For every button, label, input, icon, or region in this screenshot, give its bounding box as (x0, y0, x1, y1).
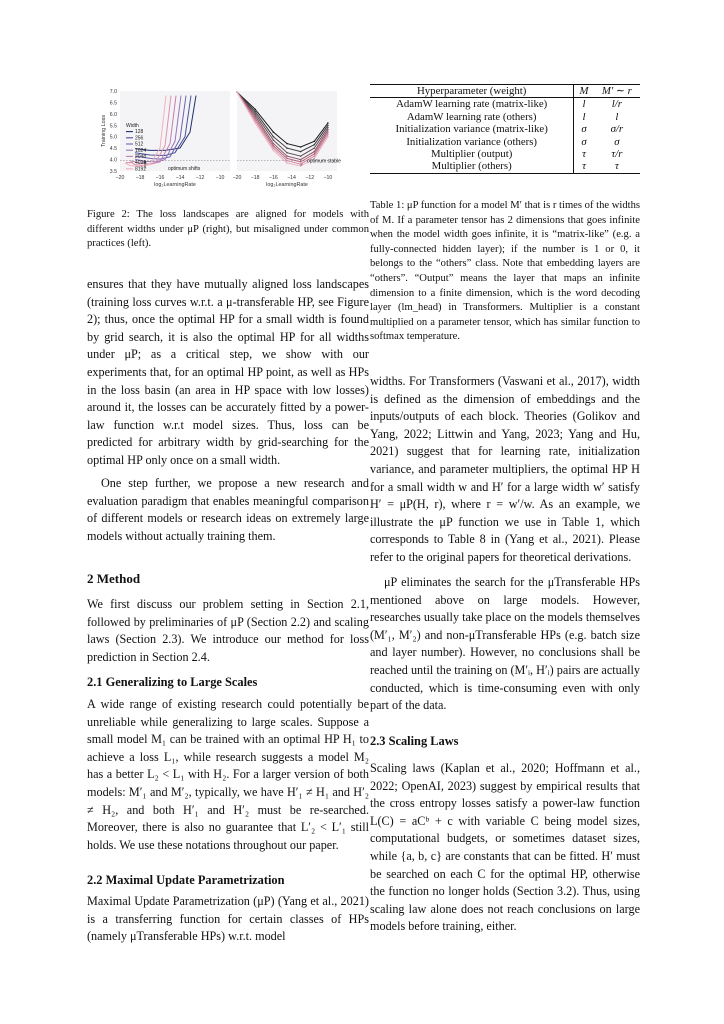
table-cell: σ (574, 136, 594, 148)
table-cell: τ (594, 160, 640, 173)
paragraph-loss-landscape: ensures that they have mutually aligned loss landscapes (training loss curves w.r.t. a μ-transferable HP, see Figure 2); thus, once the optimal HP for a small width is found by grid search, it is also the optimal HP for all widths under μP; as a critical step, we show with our experiments that, for an optimal HP point, as well as HPs in the loss basin (an area in HP space with low losses) around it, the losses can be accurately fitted by a power-law function w.r.t model sizes. Thus, loss can be predicted for arbitrary width by grid-searching for the optimal HP only once on a small width. (87, 277, 369, 467)
table-row (370, 123, 640, 135)
x-tick-label: −16 (268, 175, 278, 181)
data-point (254, 111, 256, 113)
table-cell: l/r (611, 98, 622, 111)
table-cell: l (574, 98, 594, 111)
data-point (286, 160, 288, 162)
x-axis-label: log₂LearningRate (266, 182, 308, 188)
data-point (286, 143, 288, 145)
table-row (370, 136, 640, 148)
data-point (286, 152, 288, 154)
y-tick-label: 3.5 (109, 169, 117, 175)
legend-entry: 512 (135, 141, 144, 148)
table-cell: τ (574, 148, 594, 160)
data-point (300, 155, 302, 157)
table-row (370, 160, 640, 173)
data-point (300, 146, 302, 148)
x-tick-label: −10 (323, 175, 333, 181)
data-point (300, 151, 302, 153)
section-2-3-heading: 2.3 Scaling Laws (370, 734, 459, 748)
data-point (327, 136, 329, 138)
data-point (273, 131, 275, 133)
data-point (313, 147, 315, 149)
table-cell: σ (574, 123, 594, 135)
section-2-1-heading: 2.1 Generalizing to Large Scales (87, 675, 258, 689)
paragraph-mup: Maximal Update Parametrization (μP) (Yang et al., 2021) is a transferring function for certain classes of HPs (namely μTransferable HPs) w.r.t. model (87, 894, 369, 944)
table-cell: l (574, 111, 594, 123)
table-cell: l (615, 110, 619, 123)
table-1-caption: Table 1: μP function for a model M′ that is r times of the widths of M. If a parameter tensor has 2 dimensions that goes infinite when the model width goes infinite, it is “matrix-like” (e.g. a fully-connected hidden layer); if the number is 1 or 0, it belongs to the “others” class. Note that embedding layers are “others”. “Output” means the layer that maps an infinite dimension to a finite dimension, which is the word decoding layer (lm_head) in Transformers. Multiplier is a constant multiplied on a parameter tensor, which has similar function to softmax temperature. (370, 200, 640, 343)
data-point (286, 147, 288, 149)
y-tick-label: 4.5 (109, 146, 117, 153)
data-point (254, 122, 256, 124)
section-2-heading: 2 Method (87, 571, 141, 586)
x-tick-label: −10 (215, 175, 225, 181)
paragraph-mup-eliminates: μP eliminates the search for the μTransferable HPs mentioned above on large models. However, researches usually take place on the models themselves (M′₁, M′₂) and non-μTransferable HPs (e.g. batch size and layer number). However, no conclusions shall be reached until the training on (M′ᵢ, H′ᵢ) pairs are actually conducted, which is time-consuming even with only part of the data. (370, 575, 640, 713)
data-point (286, 155, 288, 157)
legend-entry: 2048 (135, 154, 147, 160)
data-point (327, 134, 329, 136)
data-point (273, 150, 275, 152)
y-tick-label: 5.0 (109, 134, 117, 141)
data-point (273, 139, 275, 141)
table-cell: Initialization variance (others) (406, 135, 538, 148)
annotation-text: optimum shifts (168, 165, 201, 172)
figure-2-caption: Figure 2: The loss landscapes are aligned for models with different widths under μP (right), but misaligned under common practices (left). (87, 209, 369, 250)
hyperparameter-table (370, 84, 640, 174)
x-tick-label: −20 (115, 175, 125, 181)
data-point (327, 124, 329, 126)
y-tick-label: 5.5 (109, 123, 117, 130)
y-tick-label: 7.0 (109, 89, 117, 95)
annotation-text: optimum stable (307, 158, 341, 165)
table-cell: AdamW learning rate (others) (406, 110, 537, 123)
table-header-cell: Hyperparameter (weight) (370, 85, 574, 98)
x-tick-label: −16 (155, 175, 165, 181)
y-axis-label: Training Loss (101, 114, 107, 148)
paragraph-transformers-width: widths. For Transformers (Vaswani et al., 2017), width is defined as the dimension of embeddings and the inputs/outputs of each block. Theories (Golikov and Yang, 2022; Littwin and Yang, 2023; Yang and Hu, 2021) suggest that for learning rate, initialization variance, and parameter multipliers, the optimal HP H for a small width w and H′ for a large width w′ satisfy H′ = μP(H, r), where r = w′/w. As an example, we illustrate the μP function we use in Table 1, which corresponds to Table 8 in (Yang et al., 2021). Please refer to the original papers for theoretical derivations. (370, 374, 640, 564)
data-point (286, 162, 288, 164)
legend-entry: 1024 (135, 147, 147, 154)
y-tick-label: 4.0 (109, 157, 117, 164)
x-tick-label: −12 (195, 175, 205, 181)
data-point (327, 131, 329, 133)
table-cell: AdamW learning rate (matrix-like) (396, 98, 548, 111)
x-tick-label: −18 (250, 175, 260, 181)
data-point (300, 163, 302, 165)
table-header-cell: M (574, 85, 594, 98)
data-point (286, 158, 288, 160)
data-point (236, 91, 238, 93)
data-point (300, 159, 302, 161)
paragraph-generalizing: A wide range of existing research could potentially be unreliable while generalizing to large scales. Suppose a small model M₁ can be trained with an optimal HP H₁ to achieve a loss L₁, while research suggests a model M₂ has a better L₂ < L₁ with H₂. For a larger version of both models: M′₁ and M′₂, typically, we have H′₁ ≠ H₁ and H′₂ ≠ H₂, and both H′₁ and H′₂ must be re-searched. Moreover, there is also no guarantee that L′₂ < L′₁ still holds. We use these notations throughout our paper. (87, 697, 369, 852)
x-tick-label: −12 (305, 175, 315, 181)
data-point (313, 140, 315, 142)
paragraph-method-intro: We first discuss our problem setting in Section 2.1, followed by preliminaries of μP (Section 2.2) and scaling laws (Section 2.3). We introduce our method for loss prediction in Section 2.4. (87, 597, 369, 664)
paragraph-scaling-laws: Scaling laws (Kaplan et al., 2020; Hoffmann et al., 2022; OpenAI, 2023) suggest by empirical results that the cross entropy losses satisfy a power-law function L(C) = aCᵇ + c with variable C being model sizes, computational budgets, or sometimes dataset sizes, while {a, b, c} are constants that can be fitted. H′ must be searched on each C for the optimal HP, otherwise the function no longer holds (Section 3.2). Thus, using scaling law alone does not reach conclusions on large models before training, either. (370, 761, 640, 934)
table-row (370, 148, 640, 160)
x-tick-label: −18 (135, 175, 145, 181)
table-cell: τ/r (611, 148, 623, 161)
data-point (313, 144, 315, 146)
table-cell: σ (614, 135, 620, 148)
legend-title: Width (126, 123, 139, 129)
data-point (327, 122, 329, 124)
x-axis-label: log₂LearningRate (154, 182, 196, 188)
data-point (273, 136, 275, 138)
legend-entry: 4096 (135, 160, 147, 167)
y-tick-label: 6.5 (109, 100, 117, 107)
paragraph-new-paradigm: One step further, we propose a new research and evaluation paradigm that enables meaningful comparison of different models or research ideas on extremely large models without actually training them. (87, 476, 369, 543)
legend-entry: 128 (135, 129, 144, 136)
section-2-2-heading: 2.2 Maximal Update Parametrization (87, 873, 285, 887)
figure-2 (87, 88, 369, 200)
y-tick-label: 6.0 (109, 111, 117, 118)
data-point (254, 113, 256, 115)
table-row (370, 111, 640, 123)
table-cell: τ (574, 160, 594, 173)
table-cell: Multiplier (others) (370, 160, 574, 173)
data-point (327, 129, 329, 131)
table-cell: Initialization variance (matrix-like) (395, 123, 548, 136)
table-header-row (370, 85, 640, 98)
right-loss-plot (233, 91, 342, 188)
data-point (254, 108, 256, 110)
left-loss-plot (101, 89, 230, 188)
x-tick-label: −14 (287, 175, 296, 181)
table-header-cell: M′ ∼ r (594, 85, 640, 98)
legend-entry: 8192 (135, 166, 147, 173)
table-cell: Multiplier (output) (431, 148, 513, 161)
figure-2-plots (87, 88, 369, 200)
table-cell: σ/r (610, 123, 624, 136)
table-1 (370, 84, 640, 174)
data-point (327, 127, 329, 129)
x-tick-label: −20 (232, 175, 242, 181)
table-row (370, 98, 640, 111)
x-tick-label: −14 (175, 175, 185, 181)
data-point (300, 161, 302, 163)
legend-entry: 256 (135, 135, 144, 142)
